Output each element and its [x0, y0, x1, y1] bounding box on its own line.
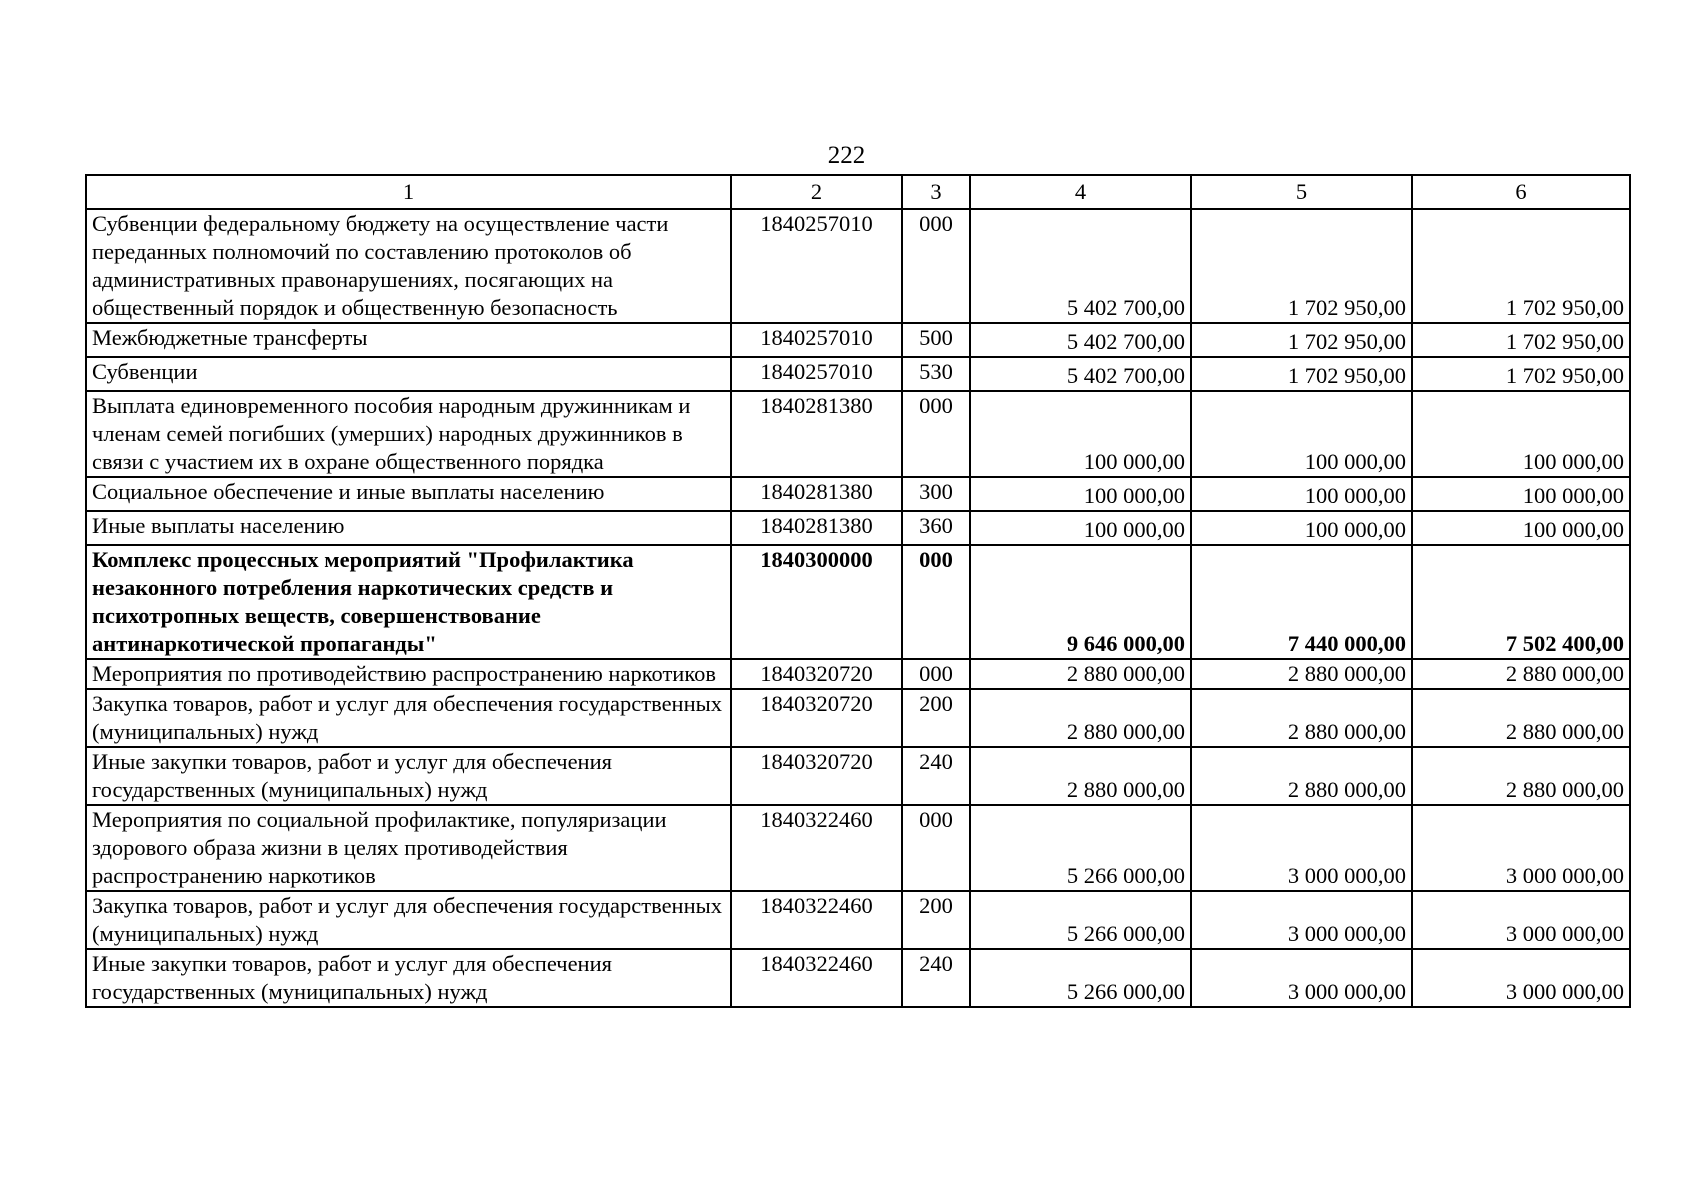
- row-code-cell: 1840281380: [731, 511, 902, 545]
- row-value-col5: 1 702 950,00: [1191, 209, 1412, 323]
- row-value-col5: 1 702 950,00: [1191, 323, 1412, 357]
- row-value-col5: 2 880 000,00: [1191, 747, 1412, 805]
- row-value-col4: 5 402 700,00: [970, 209, 1191, 323]
- row-value-col6: 1 702 950,00: [1412, 323, 1630, 357]
- row-code-cell: 1840281380: [731, 391, 902, 477]
- row-value-col6: 100 000,00: [1412, 391, 1630, 477]
- row-name-cell: Закупка товаров, работ и услуг для обеспечения государственных (муниципальных) нужд: [86, 891, 731, 949]
- column-header: 2: [731, 175, 902, 209]
- row-value-col6: 3 000 000,00: [1412, 949, 1630, 1007]
- row-name-cell: Иные выплаты населению: [86, 511, 731, 545]
- budget-table: [85, 174, 1631, 1008]
- table-row: [86, 511, 1630, 545]
- row-value-col6: 1 702 950,00: [1412, 357, 1630, 391]
- column-header: 3: [902, 175, 970, 209]
- row-type-cell: 240: [902, 747, 970, 805]
- row-name-cell: Закупка товаров, работ и услуг для обеспечения государственных (муниципальных) нужд: [86, 689, 731, 747]
- row-name-cell: Иные закупки товаров, работ и услуг для обеспечения государственных (муниципальных) нужд: [86, 949, 731, 1007]
- row-code-cell: 1840300000: [731, 545, 902, 659]
- row-value-col4: 5 402 700,00: [970, 357, 1191, 391]
- row-value-col4: 2 880 000,00: [970, 659, 1191, 689]
- row-value-col4: 2 880 000,00: [970, 747, 1191, 805]
- row-value-col5: 3 000 000,00: [1191, 891, 1412, 949]
- row-type-cell: 000: [902, 659, 970, 689]
- row-value-col4: 5 266 000,00: [970, 805, 1191, 891]
- column-header: 6: [1412, 175, 1630, 209]
- column-header: 1: [86, 175, 731, 209]
- row-value-col4: 100 000,00: [970, 511, 1191, 545]
- row-value-col6: 2 880 000,00: [1412, 747, 1630, 805]
- row-value-col6: 3 000 000,00: [1412, 891, 1630, 949]
- row-type-cell: 200: [902, 891, 970, 949]
- table-row: [86, 357, 1630, 391]
- row-name-cell: Социальное обеспечение и иные выплаты населению: [86, 477, 731, 511]
- row-type-cell: 500: [902, 323, 970, 357]
- page-number: 222: [827, 142, 866, 169]
- row-value-col6: 2 880 000,00: [1412, 659, 1630, 689]
- row-code-cell: 1840257010: [731, 209, 902, 323]
- row-name-cell: Межбюджетные трансферты: [86, 323, 731, 357]
- row-value-col5: 7 440 000,00: [1191, 545, 1412, 659]
- row-name-cell: Мероприятия по противодействию распространению наркотиков: [86, 659, 731, 689]
- row-name-cell: Субвенции федеральному бюджету на осуществление части переданных полномочий по составлению протоколов об административных правонарушениях, посягающих на общественный порядок и общественную безопасность: [86, 209, 731, 323]
- row-value-col4: 5 402 700,00: [970, 323, 1191, 357]
- row-value-col4: 5 266 000,00: [970, 949, 1191, 1007]
- row-code-cell: 1840257010: [731, 357, 902, 391]
- row-type-cell: 530: [902, 357, 970, 391]
- row-code-cell: 1840320720: [731, 689, 902, 747]
- row-value-col5: 2 880 000,00: [1191, 689, 1412, 747]
- table-row: [86, 689, 1630, 747]
- row-value-col6: 1 702 950,00: [1412, 209, 1630, 323]
- table-row: [86, 659, 1630, 689]
- row-name-cell: Комплекс процессных мероприятий "Профилактика незаконного потребления наркотических средств и психотропных веществ, совершенствование антинаркотической пропаганды": [86, 545, 731, 659]
- row-type-cell: 000: [902, 209, 970, 323]
- row-type-cell: 300: [902, 477, 970, 511]
- row-type-cell: 000: [902, 545, 970, 659]
- row-value-col5: 100 000,00: [1191, 511, 1412, 545]
- table-row: [86, 477, 1630, 511]
- row-value-col4: 100 000,00: [970, 477, 1191, 511]
- row-code-cell: 1840322460: [731, 805, 902, 891]
- row-value-col6: 100 000,00: [1412, 511, 1630, 545]
- row-value-col5: 100 000,00: [1191, 477, 1412, 511]
- table-row: [86, 391, 1630, 477]
- row-code-cell: 1840281380: [731, 477, 902, 511]
- column-header: 4: [970, 175, 1191, 209]
- row-value-col4: 2 880 000,00: [970, 689, 1191, 747]
- row-code-cell: 1840257010: [731, 323, 902, 357]
- row-value-col5: 3 000 000,00: [1191, 949, 1412, 1007]
- row-code-cell: 1840320720: [731, 659, 902, 689]
- row-code-cell: 1840322460: [731, 891, 902, 949]
- row-code-cell: 1840320720: [731, 747, 902, 805]
- row-type-cell: 360: [902, 511, 970, 545]
- row-name-cell: Иные закупки товаров, работ и услуг для обеспечения государственных (муниципальных) нужд: [86, 747, 731, 805]
- row-name-cell: Выплата единовременного пособия народным дружинникам и членам семей погибших (умерших) народных дружинников в связи с участием их в охране общественного порядка: [86, 391, 731, 477]
- row-value-col6: 100 000,00: [1412, 477, 1630, 511]
- table-row: [86, 747, 1630, 805]
- row-type-cell: 000: [902, 391, 970, 477]
- table-row: [86, 545, 1630, 659]
- row-value-col4: 9 646 000,00: [970, 545, 1191, 659]
- row-value-col6: 3 000 000,00: [1412, 805, 1630, 891]
- row-name-cell: Мероприятия по социальной профилактике, популяризации здорового образа жизни в целях противодействия распространению наркотиков: [86, 805, 731, 891]
- row-name-cell: Субвенции: [86, 357, 731, 391]
- table-row: [86, 805, 1630, 891]
- row-value-col5: 1 702 950,00: [1191, 357, 1412, 391]
- header-row: [86, 175, 1630, 209]
- row-type-cell: 200: [902, 689, 970, 747]
- row-code-cell: 1840322460: [731, 949, 902, 1007]
- row-value-col5: 2 880 000,00: [1191, 659, 1412, 689]
- table-row: [86, 323, 1630, 357]
- row-value-col5: 3 000 000,00: [1191, 805, 1412, 891]
- row-value-col5: 100 000,00: [1191, 391, 1412, 477]
- table-row: [86, 949, 1630, 1007]
- row-value-col6: 7 502 400,00: [1412, 545, 1630, 659]
- row-type-cell: 000: [902, 805, 970, 891]
- column-header: 5: [1191, 175, 1412, 209]
- row-value-col4: 5 266 000,00: [970, 891, 1191, 949]
- row-value-col4: 100 000,00: [970, 391, 1191, 477]
- row-value-col6: 2 880 000,00: [1412, 689, 1630, 747]
- table-row: [86, 891, 1630, 949]
- table-row: [86, 209, 1630, 323]
- row-type-cell: 240: [902, 949, 970, 1007]
